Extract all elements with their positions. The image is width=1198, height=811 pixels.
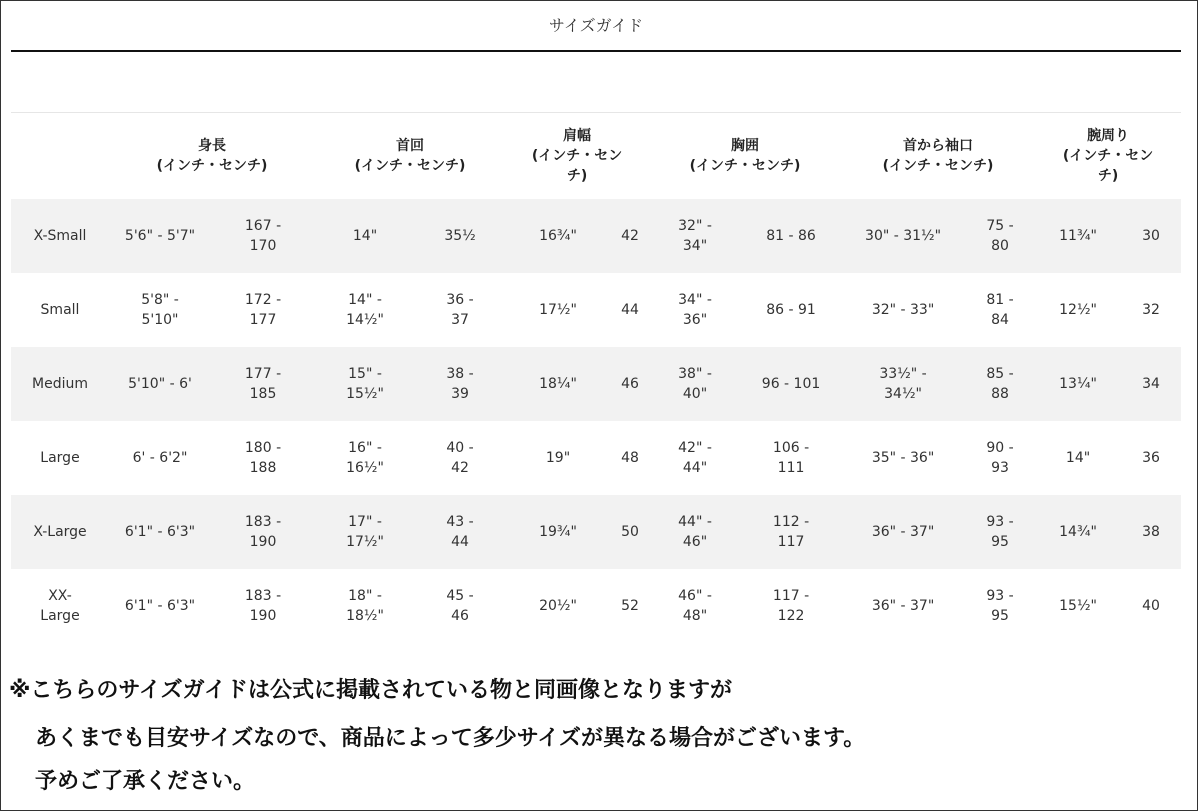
cell-sleeve-cm: 75 - 80 xyxy=(965,199,1035,273)
cell-shoulder-in: 19¾" xyxy=(505,495,611,569)
cell-arm-cm: 38 xyxy=(1121,495,1181,569)
note-line-2: あくまでも目安サイズなので、商品によって多少サイズが異なる場合がございます。 xyxy=(35,726,866,751)
cell-shoulder-in: 18¼" xyxy=(505,347,611,421)
cell-sleeve-in: 36" - 37" xyxy=(871,598,935,614)
cell-chest-cm: 86 - 91 xyxy=(766,302,816,318)
cell-neck-in: 14" xyxy=(315,199,415,273)
table-body xyxy=(11,199,1181,643)
cell-chest-in: 38" - 40" xyxy=(649,347,741,421)
cell-neck-cm: 40 - 42 xyxy=(446,440,474,476)
cell-chest-cm: 81 - 86 xyxy=(741,199,841,273)
cell-sleeve-in: 36" - 37" xyxy=(841,495,965,569)
cell-size: Large xyxy=(40,450,80,466)
cell-height-cm: 183 - 190 xyxy=(244,588,282,624)
cell-shoulder-cm: 42 xyxy=(611,199,649,273)
header-chest: 胸囲 (インチ・センチ) xyxy=(689,138,801,174)
cell-arm-in: 14" xyxy=(1065,450,1091,466)
cell-chest-in: 44" - 46" xyxy=(649,495,741,569)
cell-arm-in: 15½" xyxy=(1059,598,1097,614)
cell-shoulder-in: 16¾" xyxy=(505,199,611,273)
cell-height-cm: 183 - 190 xyxy=(211,495,315,569)
header-arm: 腕周り (インチ・セン チ) xyxy=(1062,128,1154,184)
cell-sleeve-cm: 81 - 84 xyxy=(986,292,1014,328)
cell-chest-cm: 106 - 111 xyxy=(772,440,810,476)
note-line-3: 予めご了承ください。 xyxy=(35,769,256,794)
cell-height-in: 6'1" - 6'3" xyxy=(109,495,211,569)
cell-sleeve-in: 32" - 33" xyxy=(871,302,935,318)
cell-height-cm: 177 - 185 xyxy=(211,347,315,421)
table-row xyxy=(11,421,1181,495)
cell-chest-in: 32" - 34" xyxy=(649,199,741,273)
cell-shoulder-cm: 46 xyxy=(611,347,649,421)
cell-chest-in: 42" - 44" xyxy=(678,440,712,476)
cell-chest-cm: 112 - 117 xyxy=(741,495,841,569)
cell-neck-cm: 36 - 37 xyxy=(446,292,474,328)
cell-neck-cm: 38 - 39 xyxy=(415,347,505,421)
cell-chest-cm: 117 - 122 xyxy=(772,588,810,624)
cell-sleeve-cm: 85 - 88 xyxy=(965,347,1035,421)
cell-neck-in: 14" - 14½" xyxy=(346,292,384,328)
cell-chest-in: 46" - 48" xyxy=(678,588,712,624)
cell-arm-in: 11¾" xyxy=(1035,199,1121,273)
cell-arm-cm: 30 xyxy=(1121,199,1181,273)
cell-arm-in: 13¼" xyxy=(1035,347,1121,421)
cell-arm-cm: 32 xyxy=(1142,302,1160,318)
cell-neck-in: 15" - 15½" xyxy=(315,347,415,421)
cell-size: X-Small xyxy=(11,199,109,273)
cell-height-cm: 172 - 177 xyxy=(244,292,282,328)
cell-shoulder-cm: 52 xyxy=(621,598,639,614)
table-header-row xyxy=(11,113,1181,199)
title-divider xyxy=(11,50,1181,52)
cell-size: Medium xyxy=(11,347,109,421)
cell-shoulder-cm: 48 xyxy=(621,450,639,466)
cell-height-cm: 180 - 188 xyxy=(244,440,282,476)
cell-shoulder-in: 19" xyxy=(545,450,571,466)
table-row xyxy=(11,199,1181,273)
cell-height-in: 5'10" - 6' xyxy=(109,347,211,421)
cell-size: X-Large xyxy=(11,495,109,569)
cell-neck-in: 18" - 18½" xyxy=(346,588,384,624)
header-neck: 首回 (インチ・センチ) xyxy=(354,138,466,174)
table-row xyxy=(11,495,1181,569)
cell-shoulder-in: 20½" xyxy=(539,598,577,614)
cell-arm-cm: 40 xyxy=(1142,598,1160,614)
cell-size: XX- Large xyxy=(40,588,80,624)
cell-sleeve-in: 30" - 31½" xyxy=(841,199,965,273)
cell-neck-in: 16" - 16½" xyxy=(346,440,384,476)
header-height: 身長 (インチ・センチ) xyxy=(156,138,268,174)
cell-neck-in: 17" - 17½" xyxy=(315,495,415,569)
table-row xyxy=(11,569,1181,643)
cell-arm-cm: 36 xyxy=(1142,450,1160,466)
cell-sleeve-cm: 93 - 95 xyxy=(965,495,1035,569)
cell-chest-cm: 96 - 101 xyxy=(741,347,841,421)
header-shoulder: 肩幅 (インチ・セン チ) xyxy=(531,128,623,184)
cell-sleeve-in: 35" - 36" xyxy=(871,450,935,466)
table-row xyxy=(11,347,1181,421)
cell-height-cm: 167 - 170 xyxy=(211,199,315,273)
cell-height-in: 5'8" - 5'10" xyxy=(141,292,179,328)
cell-chest-in: 34" - 36" xyxy=(678,292,712,328)
header-sleeve: 首から袖口 (インチ・センチ) xyxy=(882,138,994,174)
table-row xyxy=(11,273,1181,347)
page-title: サイズガイド xyxy=(548,16,644,35)
cell-height-in: 5'6" - 5'7" xyxy=(109,199,211,273)
cell-arm-in: 12½" xyxy=(1059,302,1097,318)
cell-shoulder-cm: 50 xyxy=(611,495,649,569)
cell-neck-cm: 43 - 44 xyxy=(415,495,505,569)
cell-height-in: 6' - 6'2" xyxy=(132,450,188,466)
cell-sleeve-cm: 93 - 95 xyxy=(986,588,1014,624)
cell-shoulder-cm: 44 xyxy=(621,302,639,318)
cell-height-in: 6'1" - 6'3" xyxy=(124,598,196,614)
cell-shoulder-in: 17½" xyxy=(539,302,577,318)
cell-neck-cm: 45 - 46 xyxy=(446,588,474,624)
note-line-1: ※こちらのサイズガイドは公式に掲載されている物と同画像となりますが xyxy=(9,678,732,703)
cell-arm-in: 14¾" xyxy=(1035,495,1121,569)
header-size xyxy=(11,113,109,199)
size-table xyxy=(11,113,1181,643)
cell-sleeve-cm: 90 - 93 xyxy=(986,440,1014,476)
cell-arm-cm: 34 xyxy=(1121,347,1181,421)
cell-size: Small xyxy=(40,302,80,318)
cell-sleeve-in: 33½" - 34½" xyxy=(841,347,965,421)
cell-neck-cm: 35½ xyxy=(415,199,505,273)
